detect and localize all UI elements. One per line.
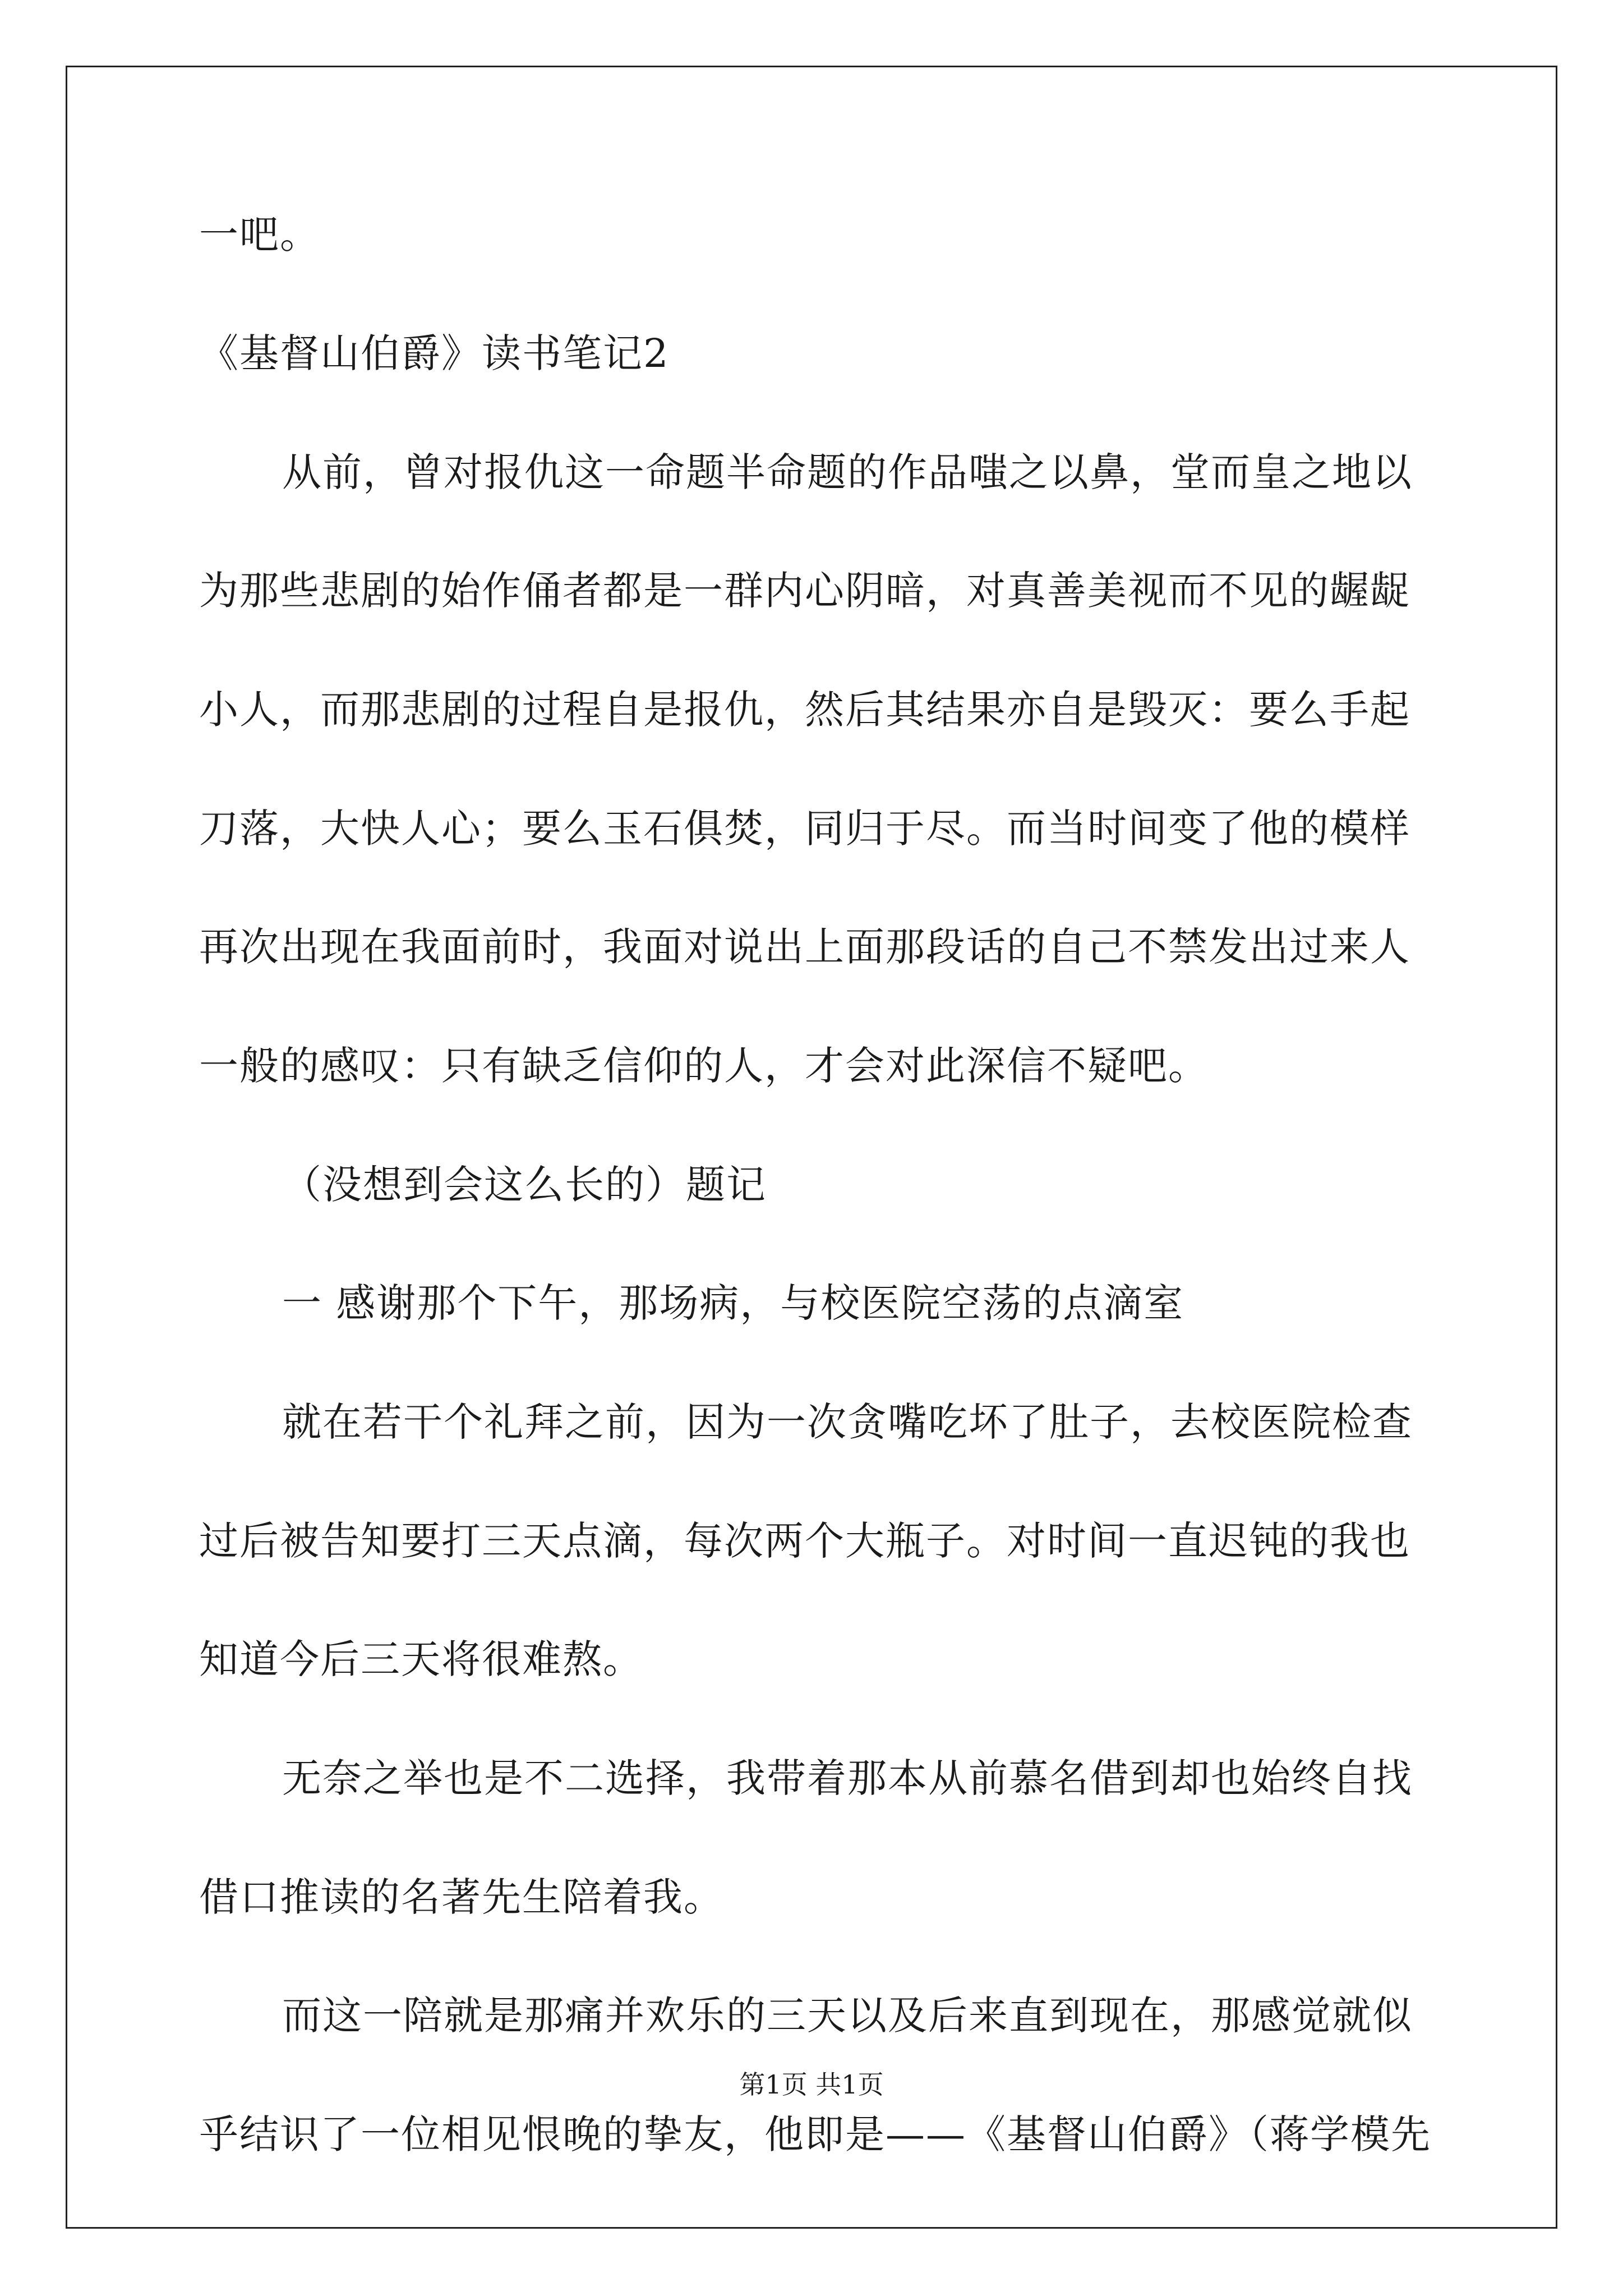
text-line-1: 一吧。 (199, 211, 320, 257)
paragraph-line: 知道今后三天将很难熬。 (199, 1636, 643, 1682)
paragraph-line: 为那些悲剧的始作俑者都是一群内心阴暗，对真善美视而不见的龌龊 (199, 568, 1410, 614)
paragraph-line: 刀落，大快人心；要么玉石俱焚，同归于尽。而当时间变了他的模样 (199, 806, 1410, 852)
paragraph-line: 再次出现在我面前时，我面对说出上面那段话的自己不禁发出过来人 (199, 924, 1410, 970)
paragraph-line: 一般的感叹：只有缺乏信仰的人，才会对此深信不疑吧。 (199, 1043, 1209, 1089)
paragraph-line: 小人，而那悲剧的过程自是报仇，然后其结果亦自是毁灭：要么手起 (199, 687, 1410, 733)
paragraph-line: 乎结识了一位相见恨晚的挚友，他即是——《基督山伯爵》（蒋学模先 (199, 2111, 1431, 2157)
paragraph-line: 无奈之举也是不二选择，我带着那本从前慕名借到却也始终自找 (282, 1755, 1413, 1801)
page-number-footer: 第1页 共1页 (739, 2069, 884, 2100)
epigraph-line: （没想到会这么长的）题记 (282, 1162, 767, 1208)
paragraph-line: 借口推读的名著先生陪着我。 (199, 1874, 724, 1920)
paragraph-line: 从前，曾对报仇这一命题半命题的作品嗤之以鼻，堂而皇之地以 (282, 449, 1413, 495)
subheading: 一 感谢那个下午，那场病，与校医院空荡的点滴室 (282, 1280, 1184, 1326)
section-title: 《基督山伯爵》读书笔记2 (199, 330, 670, 376)
paragraph-line: 过后被告知要打三天点滴，每次两个大瓶子。对时间一直迟钝的我也 (199, 1518, 1410, 1564)
paragraph-line: 而这一陪就是那痛并欢乐的三天以及后来直到现在，那感觉就似 (282, 1993, 1413, 2039)
paragraph-line: 就在若干个礼拜之前，因为一次贪嘴吃坏了肚子，去校医院检查 (282, 1399, 1413, 1445)
